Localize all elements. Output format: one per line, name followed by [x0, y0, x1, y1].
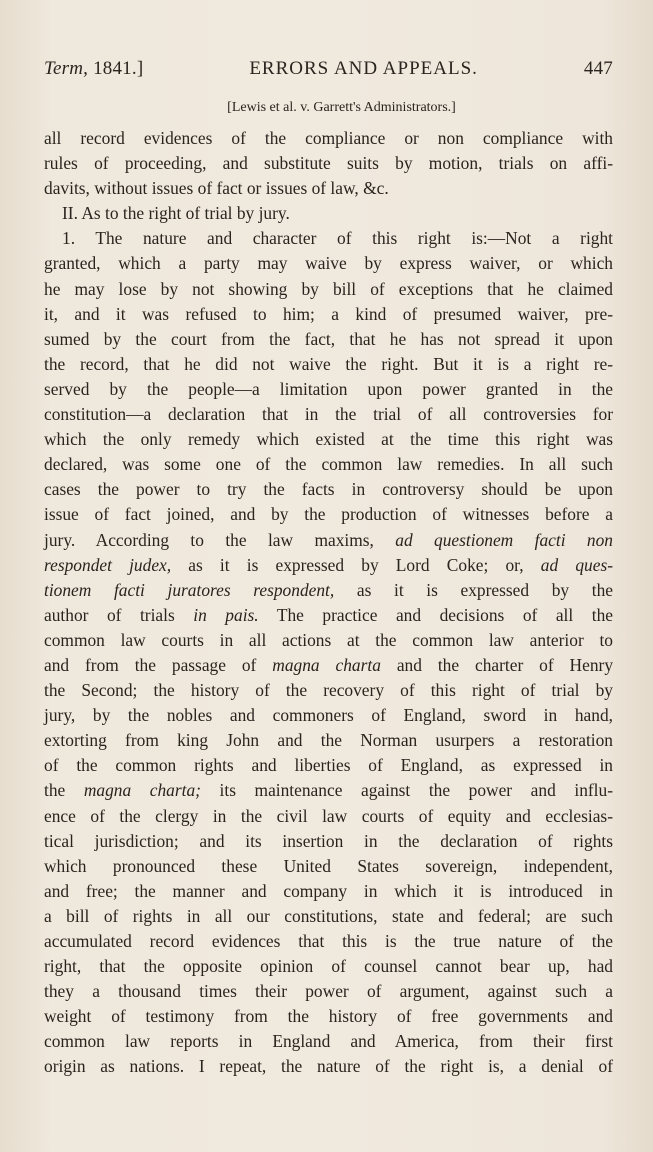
page-number: 447	[583, 58, 613, 79]
text-span: and from the passage of	[44, 654, 273, 675]
text-line	[44, 327, 613, 352]
text-line	[44, 954, 613, 979]
text-span: jury, by the nobles and commoners of England, sword in hand,	[44, 705, 613, 726]
text-span: davits, without issues of fact or issues of law, &c.	[44, 178, 389, 199]
text-span: right, that the opposite opinion of counsel cannot bear up, had	[44, 956, 613, 977]
text-line	[44, 151, 613, 176]
text-line	[44, 603, 613, 628]
text-span: its maintenance against the power and influ-	[200, 780, 614, 801]
italic-phrase: magna charta;	[83, 780, 201, 801]
text-line	[44, 703, 613, 728]
text-span: declared, was some one of the common law remedies. In all such	[44, 454, 613, 475]
text-line	[44, 829, 613, 854]
text-span: author of trials	[44, 604, 194, 625]
text-span: which the only remedy which existed at the time this right was	[44, 429, 613, 450]
text-span: 1. The nature and character of this right is:—Not a right	[62, 228, 613, 249]
text-span: common law courts in all actions at the common law anterior to	[44, 629, 613, 650]
text-span: weight of testimony from the history of free governments and	[44, 1006, 613, 1027]
text-line	[44, 402, 613, 427]
text-line	[44, 553, 613, 578]
text-span: they a thousand times their power of argument, against such a	[44, 981, 613, 1002]
text-span: origin as nations. I repeat, the nature of the right is, a denial of	[44, 1056, 613, 1077]
text-span: as it is expressed by Lord Coke; or,	[171, 554, 541, 575]
text-line	[44, 678, 613, 703]
text-span: a bill of rights in all our constitutions, state and federal; are such	[44, 905, 613, 926]
text-span: it, and it was refused to him; a kind of presumed waiver, pre-	[44, 303, 613, 324]
text-span: issue of fact joined, and by the production of witnesses before a	[44, 504, 613, 525]
text-span: jury. According to the law maxims,	[44, 529, 396, 550]
text-span: rules of proceeding, and substitute suits by motion, trials on affi-	[44, 153, 613, 174]
italic-phrase: ad questionem facti non	[395, 529, 614, 550]
header-term-year	[44, 58, 143, 80]
text-line	[44, 377, 613, 402]
text-span: cases the power to try the facts in controversy should be upon	[44, 479, 613, 500]
text-line	[44, 302, 613, 327]
text-span: all record evidences of the compliance or non compliance with	[44, 128, 613, 148]
text-span: of the common rights and liberties of England, as expressed in	[44, 755, 613, 776]
text-line	[44, 277, 613, 302]
text-line	[44, 126, 613, 151]
italic-phrase: in pais.	[193, 604, 259, 625]
text-line	[44, 176, 613, 201]
text-span: and the charter of Henry	[380, 654, 614, 675]
text-span: which pronounced these United States sovereign, independent,	[44, 855, 613, 876]
text-line	[44, 251, 613, 276]
text-span: II. As to the right of trial by jury.	[62, 203, 290, 224]
text-span: ence of the clergy in the civil law courts of equity and ecclesias-	[44, 805, 613, 826]
text-line	[44, 352, 613, 377]
italic-phrase: tionem facti juratores respondent,	[44, 579, 335, 600]
italic-phrase: magna charta	[272, 654, 381, 675]
text-line	[44, 929, 613, 954]
text-span: he may lose by not showing by bill of exceptions that he claimed	[44, 278, 613, 299]
body-text	[44, 126, 613, 1080]
text-span: The practice and decisions of all the	[258, 604, 613, 625]
case-caption-text: [Lewis et al. v. Garrett's Administrators.]	[227, 100, 456, 115]
text-line	[44, 854, 613, 879]
text-span: tical jurisdiction; and its insertion in the declaration of rights	[44, 830, 613, 851]
text-line	[44, 452, 613, 477]
text-line	[44, 578, 613, 603]
text-span: the	[44, 780, 84, 801]
case-caption	[0, 100, 653, 116]
header-term: Term,	[44, 58, 89, 79]
text-span: and free; the manner and company in which it is introduced in	[44, 880, 613, 901]
text-line	[44, 1054, 613, 1079]
header-year: 1841.]	[93, 58, 144, 79]
text-line	[44, 778, 613, 803]
text-line	[44, 879, 613, 904]
text-line	[44, 201, 613, 226]
text-span: extorting from king John and the Norman usurpers a restoration	[44, 730, 613, 751]
text-span: as it is expressed by the	[334, 579, 613, 600]
text-line	[44, 653, 613, 678]
text-span: sumed by the court from the fact, that he has not spread it upon	[44, 328, 613, 349]
header-title: ERRORS AND APPEALS.	[249, 58, 478, 79]
text-span: served by the people—a limitation upon power granted in the	[44, 378, 613, 399]
text-line	[44, 528, 613, 553]
text-line	[44, 979, 613, 1004]
text-line	[44, 753, 613, 778]
text-span: constitution—a declaration that in the trial of all controversies for	[44, 404, 613, 425]
text-line	[44, 226, 613, 251]
text-line	[44, 804, 613, 829]
italic-phrase: ad ques-	[540, 554, 614, 575]
italic-phrase: respondet judex,	[44, 554, 172, 575]
text-line	[44, 502, 613, 527]
text-span: accumulated record evidences that this is the true nature of the	[44, 931, 613, 951]
text-line	[44, 628, 613, 653]
text-line	[44, 1004, 613, 1029]
text-line	[44, 1029, 613, 1054]
text-span: granted, which a party may waive by express waiver, or which	[44, 253, 613, 274]
text-line	[44, 477, 613, 502]
text-span: the record, that he did not waive the right. But it is a right re-	[44, 353, 613, 374]
running-header	[44, 58, 613, 88]
text-span: the Second; the history of the recovery of this right of trial by	[44, 680, 613, 701]
text-span: common law reports in England and America, from their first	[44, 1031, 613, 1052]
text-line	[44, 728, 613, 753]
text-line	[44, 427, 613, 452]
text-line	[44, 904, 613, 929]
